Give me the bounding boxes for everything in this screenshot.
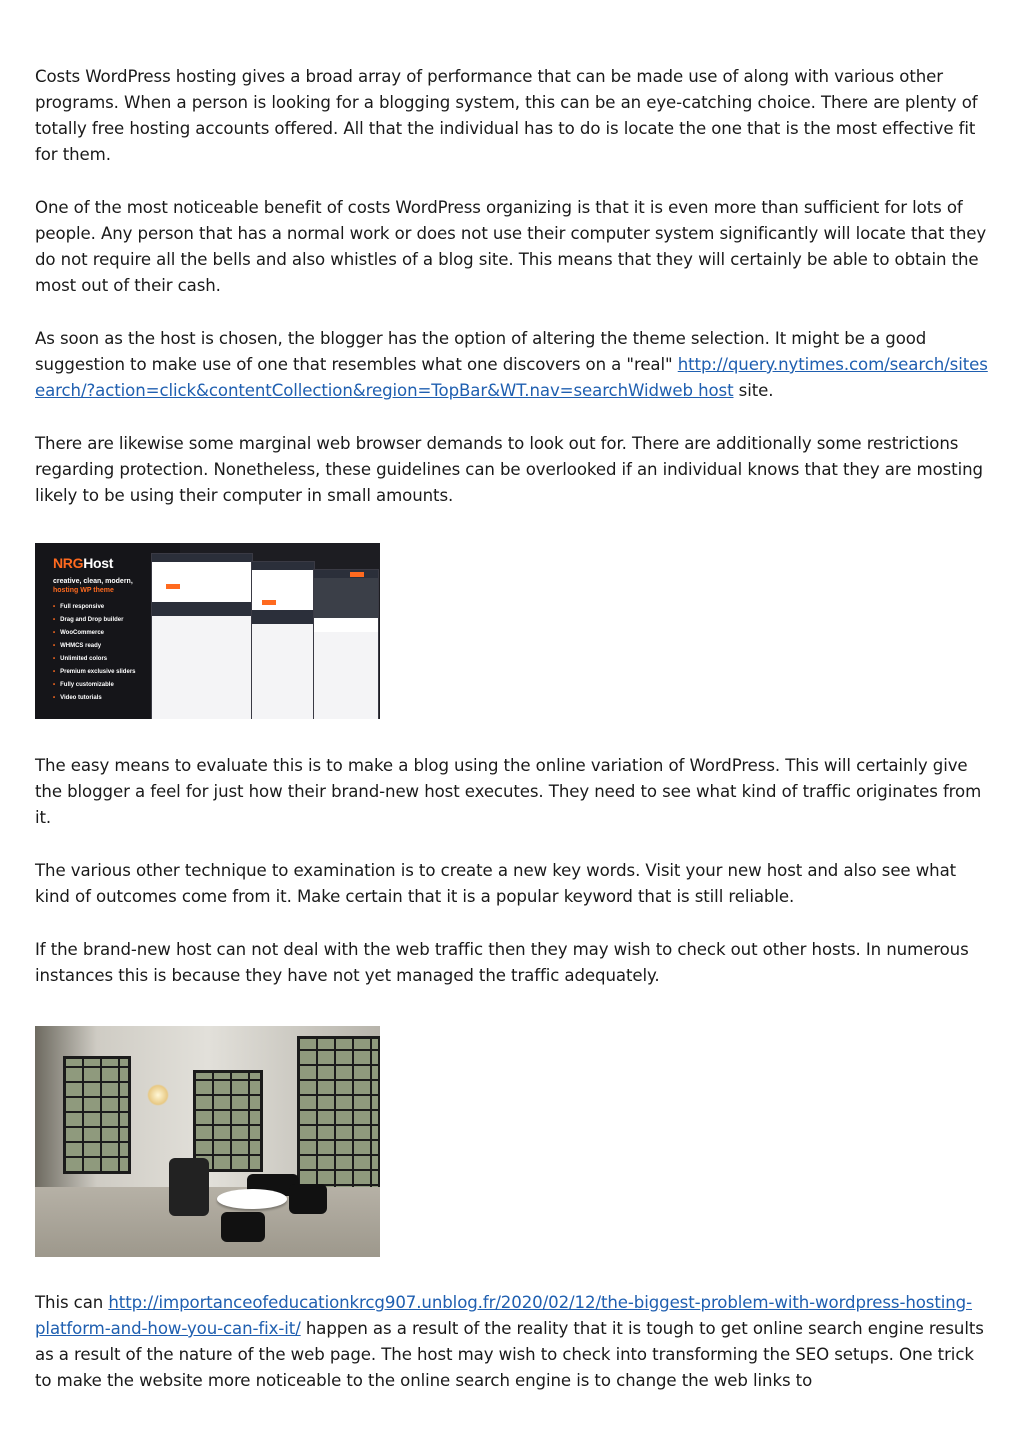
theme-preview-3	[313, 569, 379, 719]
paragraph-4: There are likewise some marginal web browser demands to look out for. There are additionally some restrictions regarding protection. Nonetheless, these guidelines can be overlooked if an individual knows that they are mosting likely to be using their computer in small amounts.	[35, 434, 983, 505]
paragraph-7: If the brand-new host can not deal with the web traffic then they may wish to check out other hosts. In numerous instances this is because they have not yet managed the traffic adequately.	[35, 940, 969, 985]
feature-item: • Premium exclusive sliders	[53, 666, 135, 679]
office-window-right	[297, 1036, 380, 1202]
feature-item: • WooCommerce	[53, 627, 135, 640]
feature-item: • WHMCS ready	[53, 640, 135, 653]
paragraph-6: The various other technique to examination is to create a new key words. Visit your new host and also see what kind of outcomes come from it. Make certain that it is a popular keyword that is still reliable.	[35, 861, 957, 906]
feature-item: • Drag and Drop builder	[53, 614, 135, 627]
feature-item: • Video tutorials	[53, 692, 135, 705]
paragraph-5: The easy means to evaluate this is to make a blog using the online variation of WordPress. This will certainly give the blogger a feel for just how their brand-new host executes. They need to see what kind of traffic originates from it.	[35, 756, 982, 827]
office-window-middle	[193, 1070, 263, 1172]
paragraph-3-text-end: site.	[733, 381, 774, 400]
paragraph-2: One of the most noticeable benefit of costs WordPress organizing is that it is even more than sufficient for lots of people. Any person that has a normal work or does not use their computer system significantly will locate that they do not require all the bells and also whistles of a blog site. This means that they will certainly be able to obtain the most out of their cash.	[35, 198, 987, 295]
feature-item: • Full responsive	[53, 601, 135, 614]
office-window-left	[63, 1056, 131, 1174]
feature-item: • Unlimited colors	[53, 653, 135, 666]
office-interior-image	[35, 1026, 380, 1257]
theme-preview-1	[151, 553, 253, 719]
theme-preview-2	[251, 561, 315, 719]
paragraph-3-text-start: As soon as the host is chosen, the blogger has the option of altering the theme selection. It might be a good suggestion to make use of one that resembles what one discovers on a "real"	[35, 329, 927, 374]
feature-item: • Fully customizable	[53, 679, 135, 692]
document-body	[35, 64, 995, 1394]
nrghost-theme-image	[35, 543, 380, 719]
nrghost-feature-list	[53, 601, 135, 705]
paragraph-8-text-end: happen as a result of the reality that it is tough to get online search engine results as a result of the nature of the web page. The host may wish to check into transforming the SEO setups. One trick to make the website more noticeable to the online search engine is to change the web links to	[35, 1319, 984, 1390]
nrghost-tagline: creative, clean, modern, hosting WP theme	[53, 578, 133, 594]
nytimes-search-link[interactable]: http://query.nytimes.com/search/sitesearch/?action=click&contentCollection&region=TopBar&WT.nav=searchWidweb host	[35, 355, 988, 400]
paragraph-1: Costs WordPress hosting gives a broad array of performance that can be made use of along with various other programs. When a person is looking for a blogging system, this can be an eye-catching choice. There are plenty of totally free hosting accounts offered. All that the individual has to do is locate the one that is the most effective fit for them.	[35, 67, 978, 164]
nrghost-logo: NRGHost	[53, 555, 114, 571]
unblog-article-link[interactable]: http://importanceofeducationkrcg907.unblog.fr/2020/02/12/the-biggest-problem-with-wordpress-hosting-platform-and-how-you-can-fix-it/	[35, 1293, 972, 1338]
paragraph-8-text-start: This can	[35, 1293, 109, 1312]
paragraph-3	[35, 326, 995, 404]
paragraph-8	[35, 1290, 995, 1394]
